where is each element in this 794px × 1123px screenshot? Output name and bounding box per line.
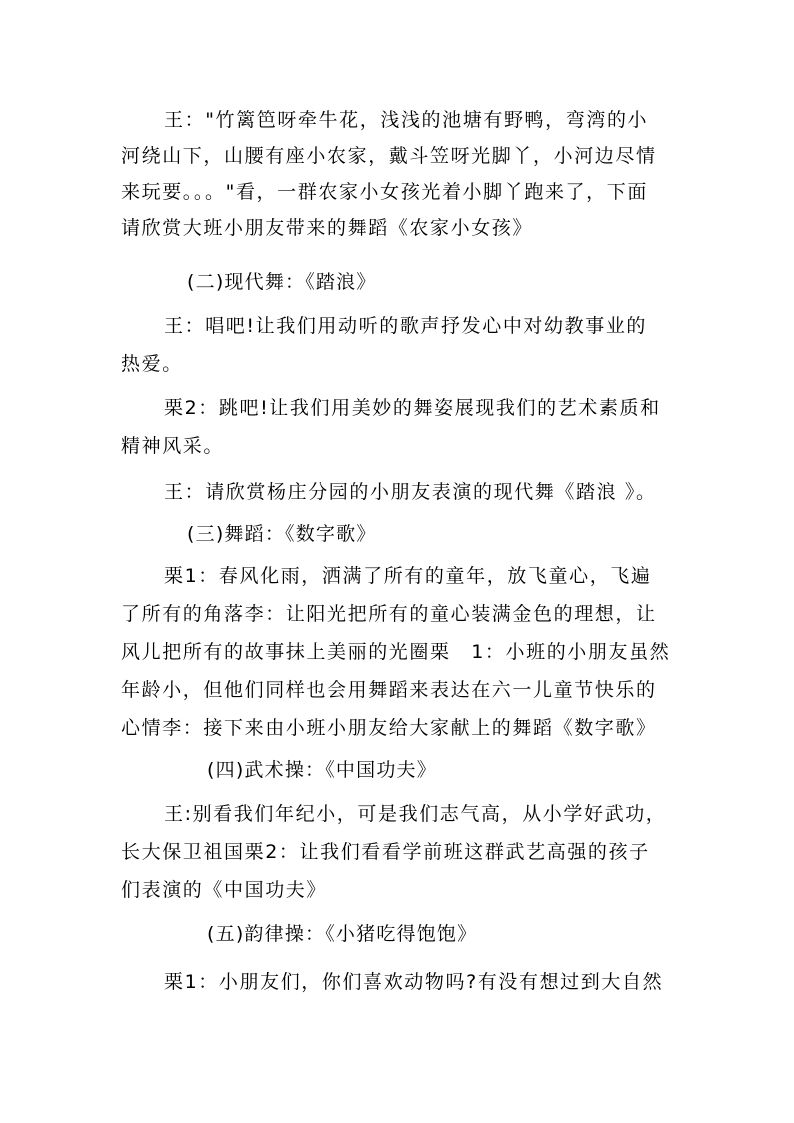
paragraph-line: 王:别看我们年纪小，可是我们志气高，从小学好武功，	[164, 803, 667, 825]
section-heading: (四)武术操：《中国功夫》	[207, 759, 437, 781]
paragraph-line: 长大保卫祖国栗2：让我们看看学前班这群武艺高强的孩子	[121, 841, 650, 863]
paragraph-line: 热爱。	[121, 353, 183, 375]
paragraph-line: 栗2：跳吧!让我们用美妙的舞姿展现我们的艺术素质和	[164, 397, 661, 419]
paragraph-line: 王："竹篱笆呀牵牛花，浅浅的池塘有野鸭，弯湾的小	[164, 109, 649, 131]
paragraph-line: 王：唱吧!让我们用动听的歌声抒发心中对幼教事业的	[164, 315, 648, 337]
section-heading: (五)韵律操：《小猪吃得饱饱》	[207, 923, 478, 945]
paragraph-line: 来玩要。。。"看，一群农家小女孩光着小脚丫跑来了，下面	[121, 181, 648, 203]
paragraph-line: 栗1：春风化雨，洒满了所有的童年，放飞童心，飞遍	[164, 565, 652, 587]
paragraph-line: 了所有的角落李：让阳光把所有的童心装满金色的理想，让	[121, 603, 657, 625]
paragraph-line: 栗1：小朋友们，你们喜欢动物吗?有没有想过到大自然	[164, 971, 664, 993]
paragraph-line: 风儿把所有的故事抹上美丽的光圈栗 1：小班的小朋友虽然	[121, 641, 671, 663]
paragraph-line: 请欣赏大班小朋友带来的舞蹈《农家小女孩》	[121, 217, 534, 239]
paragraph-line: 心情李：接下来由小班小朋友给大家献上的舞蹈《数字歌》	[121, 717, 657, 739]
paragraph-line: 王：请欣赏杨庄分园的小朋友表演的现代舞《踏浪 》。	[164, 481, 657, 503]
paragraph-line: 们表演的《中国功夫》	[121, 879, 328, 901]
section-heading: (二)现代舞：《踏浪》	[187, 271, 377, 293]
paragraph-line: 河绕山下，山腰有座小农家，戴斗笠呀光脚丫，小河边尽情	[121, 145, 657, 167]
paragraph-line: 精神风采。	[121, 435, 225, 457]
section-heading: (三)舞蹈：《数字歌》	[187, 523, 377, 545]
paragraph-line: 年龄小，但他们同样也会用舞蹈来表达在六一儿童节快乐的	[121, 679, 657, 701]
